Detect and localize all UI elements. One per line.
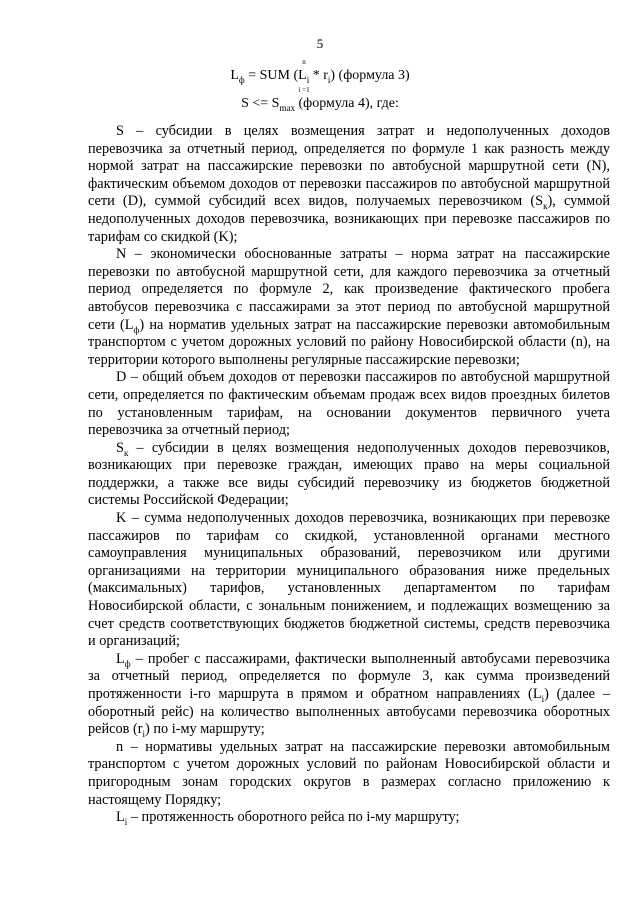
paragraph-n-end: ) на норматив удельных затрат на пассажирские перевозки автомобильным транспортом с учетом дорожных условий по району Новосибирской области (n), на территории которого выполнены регулярные пассажирские перевозки; [88,316,610,368]
sum-upper-limit: n [302,58,306,66]
document-body [88,123,610,827]
paragraph-s [88,123,610,246]
paragraph-s-text: S – субсидии в целях возмещения затрат и недополученных доходов перевозчика за отчетный период, определяется по формуле 1 как разность между нормой затрат на пассажирские перевозки по автобусной маршрутной сети (N), фактическим объемом доходов от перевозки пассажиров по автобусной маршрутной сети (D), суммой субсидий всех видов, получаемых перевозчиком (S [88,123,610,210]
paragraph-lf-sub-2: i [541,693,545,704]
paragraph-sk-symbol: S [116,439,124,456]
formula-3-li-sub: i [306,74,310,85]
paragraph-n-sub: ф [133,324,140,335]
paragraph-li-text: – протяженность оборотного рейса по i-му маршруту; [127,809,460,826]
formula-3-label: ) (формула 3) [330,68,410,83]
paragraph-s-sub: к [543,201,548,212]
paragraph-s-end: ), суммой недополученных доходов перевозчика, возникающих при перевозке пассажиров по тарифам со скидкой (K); [88,193,611,245]
formula-3-ri-sub: i [327,74,331,85]
paragraph-sk-sub: к [123,447,129,458]
paragraph-li-sub: i [124,817,128,828]
page-number: 5 [316,36,324,51]
paragraph-n [88,246,610,369]
paragraph-sk [88,440,610,510]
paragraph-lf [88,651,610,739]
formula-3-lhs-sub: ф [238,74,245,85]
paragraph-lf-sub-3: i [142,729,146,740]
paragraph-sk-text: – субсидии в целях возмещения недополученных доходов перевозчиков, возникающих при перевозке граждан, имеющих право на меры социальной поддержки, а также все виды субсидий перевозчику из бюджетов бюджетной системы Российской Федерации; [88,439,610,509]
paragraph-lf-symbol: L [116,650,125,667]
formula-3-mid: * r [309,68,328,83]
formula-4-label: (формула 4), где: [294,96,399,111]
paragraph-k: K – сумма недополученных доходов перевозчика, возникающих при перевозке пассажиров по тарифам со скидкой, установленной органами местного самоуправления муниципальных образований, перевозчиком или другими организациями на территории муниципального образования ниже предельных (максимальных) тарифов, установленных департаментом по тарифам Новосибирской области, с зональным понижением, и подлежащих возмещению за счет средств соответствующих бюджетов бюджетной системы, средств перевозчика и организаций; [88,510,610,650]
formula-3-expression [0,68,640,84]
sum-lower-limit: i =1 [298,86,310,94]
formula-4 [0,96,640,112]
paragraph-n-norm: n – нормативы удельных затрат на пассажирские перевозки автомобильным транспортом с учетом дорожных условий по районам Новосибирской области и пригородным зонам городских округов в размерах согласно приложению к настоящему Порядку; [88,738,610,808]
paragraph-lf-text-1: – пробег с пассажирами, фактически выполненный автобусами перевозчика за отчетный период, определяется по формуле 3, как сумма произведений протяженности i-го маршрута в прямом и обратном направлениях (L [88,650,610,702]
paragraph-lf-text-2: ) (далее – оборотный рейс) на количество выполненных автобусами перевозчика оборотных рейсов (r [88,686,610,738]
formula-3-sum: = SUM (L [244,68,307,83]
paragraph-li [88,809,610,827]
paragraph-li-symbol: L [116,809,125,826]
formula-4-lhs: S <= S [241,96,280,111]
paragraph-lf-text-3: ) по i-му маршруту; [145,721,265,738]
formula-3-lhs: L [230,68,239,83]
paragraph-d: D – общий объем доходов от перевозки пассажиров по автобусной маршрутной сети, определяется по фактическим объемам продаж всех видов проездных билетов по установленным тарифам, на основании документов первичного учета перевозчика за отчетный период; [88,369,610,439]
formula-4-sub: max [279,102,295,113]
formula-block [0,58,640,112]
paragraph-lf-sub: ф [124,658,131,669]
paragraph-n-text: N – экономически обоснованные затраты – норма затрат на пассажирские перевозки по автобусной маршрутной сети, для каждого перевозчика за отчетный период определяется по формуле 2, как произведение фактического пробега автобусов перевозчика с пассажирами за этот период по автобусной маршрутной сети (L [88,246,610,333]
formula-3 [0,58,640,94]
